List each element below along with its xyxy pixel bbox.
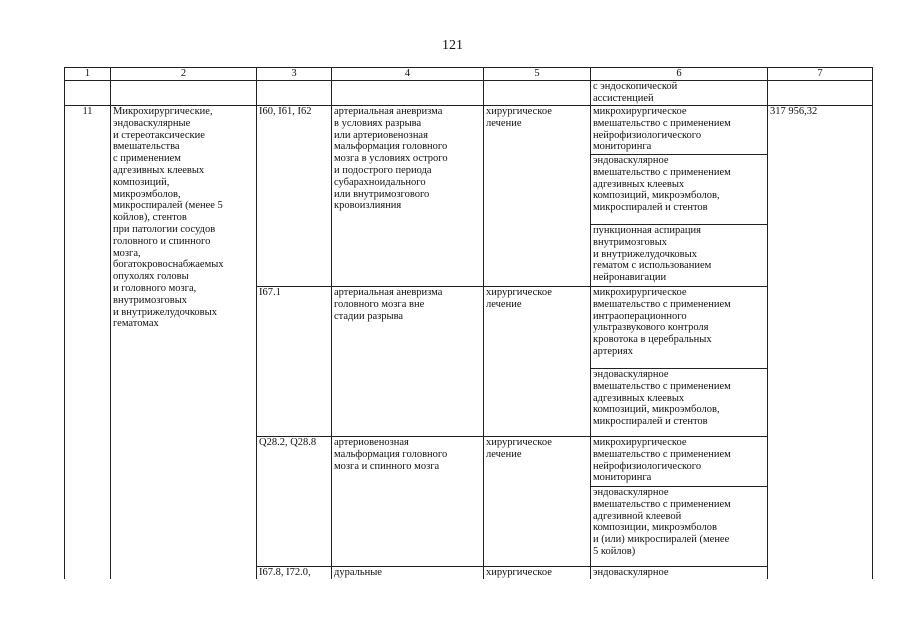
table-row	[65, 106, 873, 155]
treatment-method: микрохирургическое вмешательство с применением нейрофизиологического мониторинга	[591, 437, 768, 487]
treatment-method: эндоваскулярное вмешательство с применением адгезивных клеевых композиций, микроэмболов, микроспиралей и стентов	[591, 369, 768, 437]
treatment-method: микрохирургическое вмешательство с применением интраоперационного ультразвукового контроля кровотока в церебральных артериях	[591, 287, 768, 369]
treatment-method: эндоваскулярное вмешательство с применением адгезивных клеевых композиций, микроэмболов, микроспиралей и стентов	[591, 155, 768, 225]
carry-over-row	[65, 81, 873, 106]
diagnosis: артериальная аневризма в условиях разрыва или артериовенозная мальформация головного мозга в условиях острого и подострого периода субарахноидального или внутримозгового кровоизлияния	[332, 106, 484, 287]
row-number: 11	[65, 106, 111, 579]
page-number: 121	[442, 38, 463, 53]
treatment-method: эндоваскулярное вмешательство с применением адгезивной клеевой композиции, микроэмболов и (или) микроспиралей (менее 5 койлов)	[591, 487, 768, 567]
diagnosis: дуральные	[332, 567, 484, 579]
column-header-6: 6	[591, 68, 768, 81]
column-header-4: 4	[332, 68, 484, 81]
carry-over-method: с эндоскопической ассистенцией	[591, 81, 768, 106]
price: 317 956,32	[768, 106, 873, 579]
treatment-type: хирургическое лечение	[484, 106, 591, 287]
icd-codes: I67.1	[257, 287, 332, 437]
header-row	[65, 68, 873, 81]
column-header-2: 2	[111, 68, 257, 81]
column-header-1: 1	[65, 68, 111, 81]
treatment-method: эндоваскулярное	[591, 567, 768, 579]
treatment-type: хирургическое лечение	[484, 437, 591, 567]
column-header-5: 5	[484, 68, 591, 81]
column-header-7: 7	[768, 68, 873, 81]
icd-codes: I60, I61, I62	[257, 106, 332, 287]
icd-codes: Q28.2, Q28.8	[257, 437, 332, 567]
treatment-method: микрохирургическое вмешательство с применением нейрофизиологического мониторинга	[591, 106, 768, 155]
treatment-type: хирургическое лечение	[484, 287, 591, 437]
icd-codes: I67.8, I72.0,	[257, 567, 332, 579]
care-type-name: Микрохирургические, эндоваскулярные и стереотаксические вмешательства с применением адгезивных клеевых композиций, микроэмболов, микроспиралей (менее 5 койлов), стентов при патологии сосудов головного и спинного мозга, богатокровоснабжаемых опухолях головы и головного мозга, внутримозговых и внутрижелудочковых гематомах	[111, 106, 257, 579]
treatment-type: хирургическое	[484, 567, 591, 579]
column-header-3: 3	[257, 68, 332, 81]
diagnosis: артериовенозная мальформация головного мозга и спинного мозга	[332, 437, 484, 567]
diagnosis: артериальная аневризма головного мозга вне стадии разрыва	[332, 287, 484, 437]
treatment-method: пункционная аспирация внутримозговых и внутрижелудочковых гематом с использованием нейронавигации	[591, 225, 768, 287]
tariff-table	[64, 67, 873, 579]
